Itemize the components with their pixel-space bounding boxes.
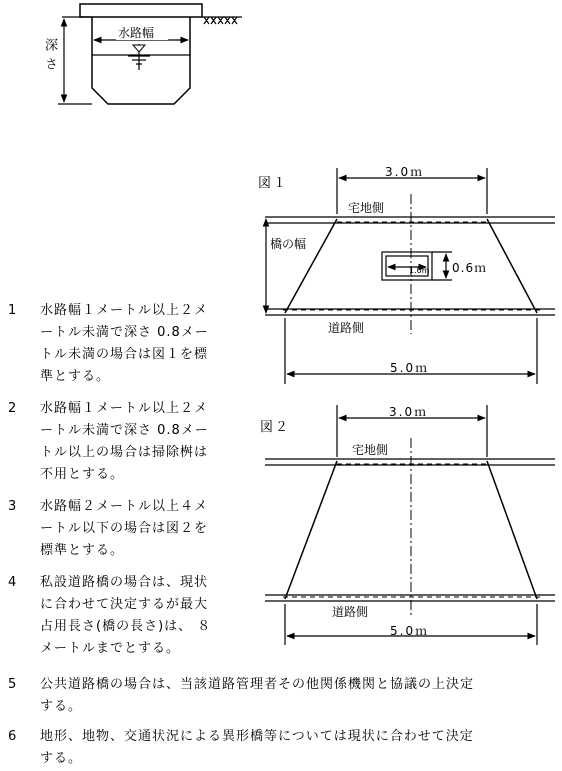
- figure-1-bottom-width: 5.0ｍ: [390, 361, 430, 375]
- figure-2-title: 図２: [260, 420, 291, 435]
- list-item-3: [8, 496, 258, 562]
- list-item-4: [8, 572, 258, 660]
- figure-1-house-side: 宅地側: [348, 201, 385, 215]
- list-item-6: [8, 726, 558, 770]
- figure-1-top-width: 3.0ｍ: [385, 165, 425, 179]
- item-number: 2: [8, 401, 17, 416]
- item-line: 準とする。: [40, 369, 111, 384]
- item-line: に合わせて決定するが最大: [40, 597, 209, 612]
- item-line: 水路幅１メートル以上２メ: [40, 303, 209, 318]
- item-line: トル以上の場合は掃除桝は: [40, 445, 209, 460]
- item-line: 占用長さ(橋の長さ)は、 ８: [40, 619, 212, 634]
- item-line: 不用とする。: [40, 467, 125, 482]
- item-line: ートル以下の場合は図２を: [40, 521, 209, 536]
- figure-1-inner-height: 0.6ｍ: [452, 261, 488, 275]
- figure-1-title: 図１: [258, 176, 289, 191]
- item-line: 私設道路橋の場合は、現状: [40, 575, 209, 590]
- figure-2-road-side: 道路側: [332, 605, 369, 619]
- channel-width-label: 水路幅: [118, 26, 155, 40]
- item-number: 4: [8, 575, 17, 590]
- list-item-2: [8, 398, 258, 486]
- item-line: ートル未満で深さ 0.8メー: [40, 325, 209, 340]
- item-number: 3: [8, 499, 17, 514]
- figure-2-top-width: 3.0ｍ: [389, 405, 429, 419]
- ground-hatch: [204, 17, 237, 24]
- figure-2: [265, 405, 555, 645]
- item-number: 1: [8, 303, 17, 318]
- item-line: 地形、地物、交通状況による異形橋等については現状に合わせて決定: [40, 729, 474, 744]
- figure-2-house-side: 宅地側: [352, 443, 389, 457]
- item-line: トル未満の場合は図１を標: [40, 347, 209, 362]
- figure-1-road-side: 道路側: [328, 321, 365, 335]
- item-line: ートル未満で深さ 0.8メー: [40, 423, 209, 438]
- item-line: 水路幅１メートル以上２メ: [40, 401, 209, 416]
- figure-2-bottom-width: 5.0ｍ: [390, 624, 430, 638]
- item-number: 6: [8, 729, 17, 744]
- figure-1-inner-width: 1.0m: [409, 266, 430, 275]
- figure-1-bridge-width: 橋の幅: [270, 237, 307, 251]
- list-item-1: [8, 300, 258, 388]
- figure-1: [265, 168, 555, 384]
- list-item-5: [8, 674, 558, 718]
- item-line: 水路幅２メートル以上４メ: [40, 499, 209, 514]
- item-line: する。: [40, 751, 83, 766]
- item-line: する。: [40, 699, 83, 714]
- item-line: メートルまでとする。: [40, 641, 181, 656]
- item-line: 公共道路橋の場合は、当該道路管理者その他関係機関と協議の上決定: [40, 677, 475, 692]
- item-line: 標準とする。: [40, 543, 125, 558]
- channel-depth-label: 深さ: [42, 38, 57, 76]
- channel-cross-section: [58, 4, 242, 104]
- item-number: 5: [8, 677, 17, 692]
